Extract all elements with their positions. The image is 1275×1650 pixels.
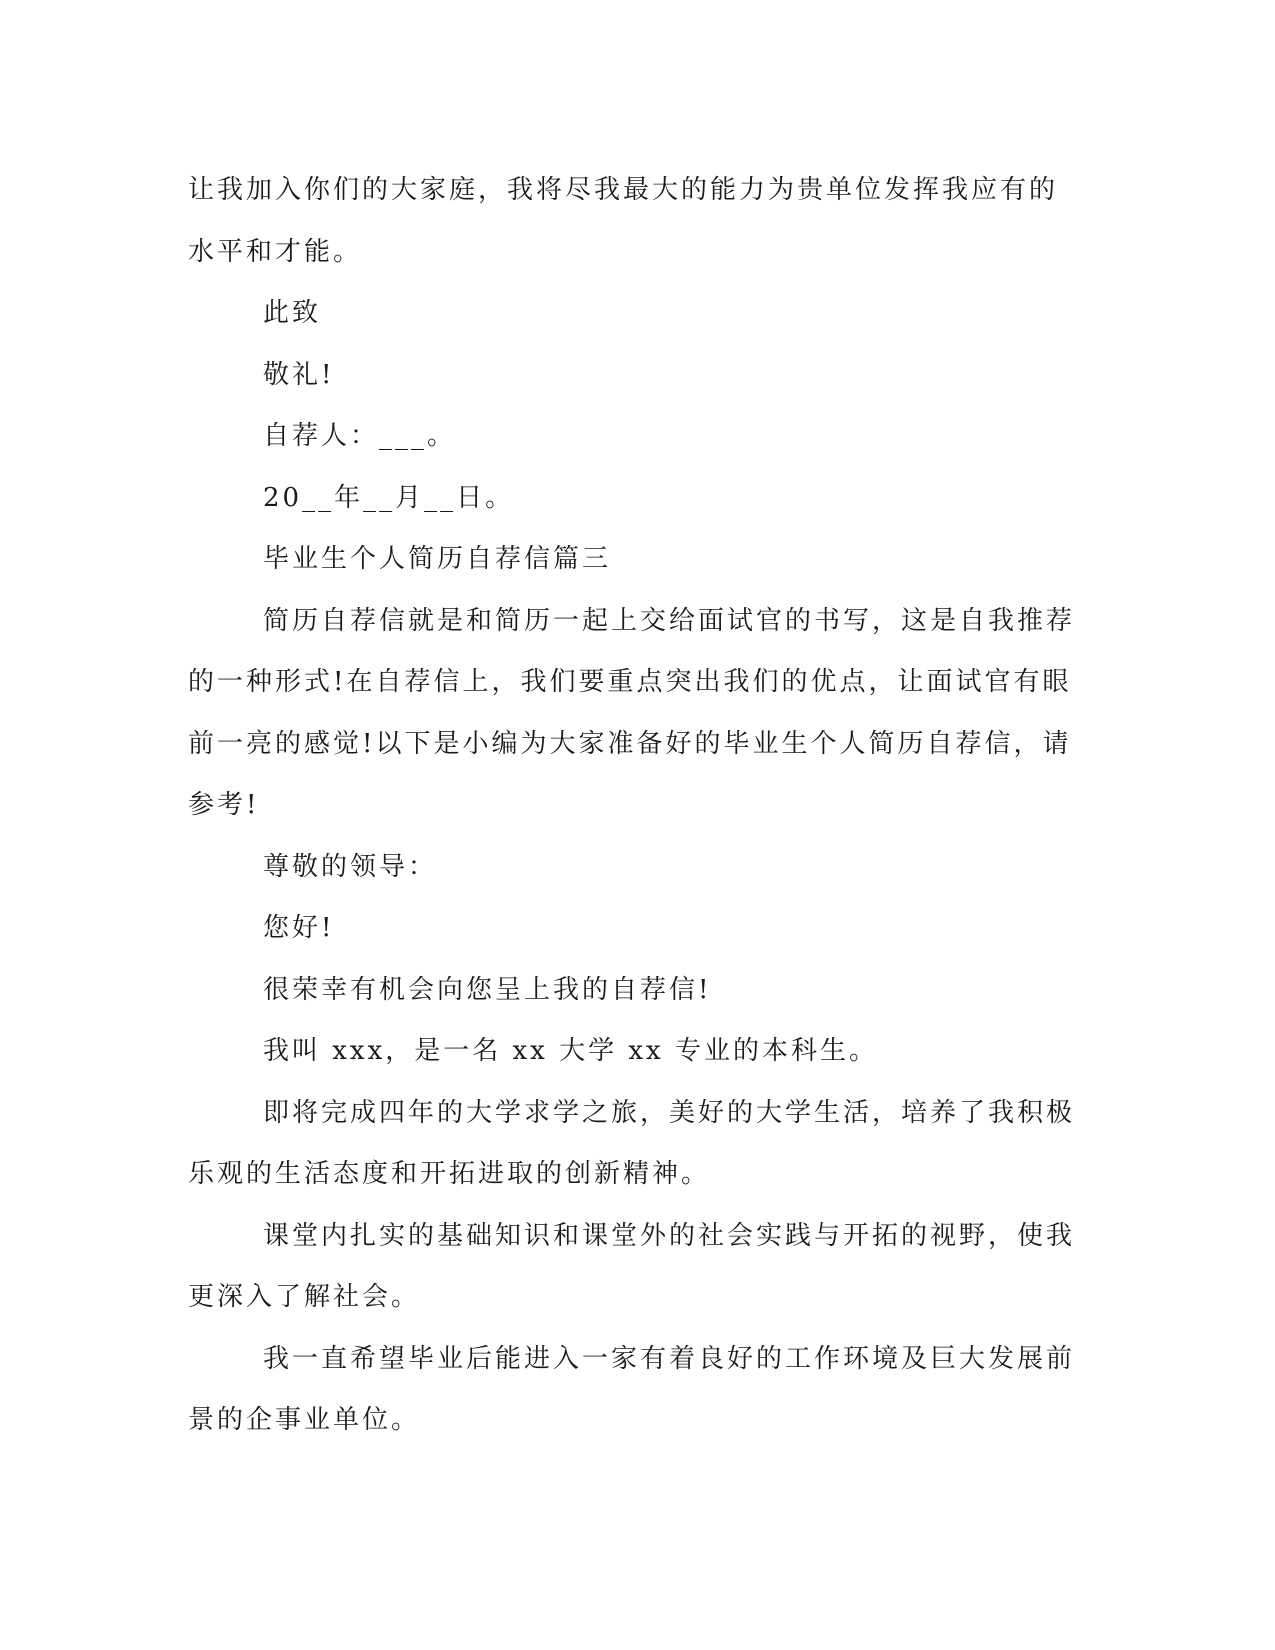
paragraph-intro: 简历自荐信就是和简历一起上交给面试官的书写，这是自我推荐的一种形式!在自荐信上，我们要重点突出我们的优点，让面试官有眼前一亮的感觉!以下是小编为大家准备好的毕业生个人简历自荐信，请参考! (188, 605, 1076, 820)
paragraph-hello: 您好! (263, 913, 335, 943)
paragraph-self-intro: 我叫 xxx，是一名 xx 大学 xx 专业的本科生。 (263, 1036, 878, 1066)
paragraph-greeting-leader: 尊敬的领导： (263, 851, 438, 882)
paragraph-university-life: 即将完成四年的大学求学之旅，美好的大学生活，培养了我积极乐观的生活态度和开拓进取的创新精神。 (188, 1097, 1076, 1189)
paragraph-salutation-cizhi: 此致 (263, 298, 322, 328)
paragraph-closing-sentence: 让我加入你们的大家庭，我将尽我最大的能力为贵单位发挥我应有的水平和才能。 (188, 175, 1059, 267)
paragraph-knowledge: 课堂内扎实的基础知识和课堂外的社会实践与开拓的视野，使我更深入了解社会。 (188, 1220, 1076, 1312)
paragraph-signer: 自荐人：___。 (263, 421, 457, 451)
paragraph-hope: 我一直希望毕业后能进入一家有着良好的工作环境及巨大发展前景的企事业单位。 (188, 1343, 1076, 1435)
paragraph-honor: 很荣幸有机会向您呈上我的自荐信! (263, 974, 712, 1005)
letter-body (188, 160, 1080, 1452)
section-title: 毕业生个人简历自荐信篇三 (263, 544, 612, 574)
paragraph-date: 20__年__月__日。 (263, 482, 515, 513)
paragraph-salutation-jingli: 敬礼! (263, 359, 335, 390)
